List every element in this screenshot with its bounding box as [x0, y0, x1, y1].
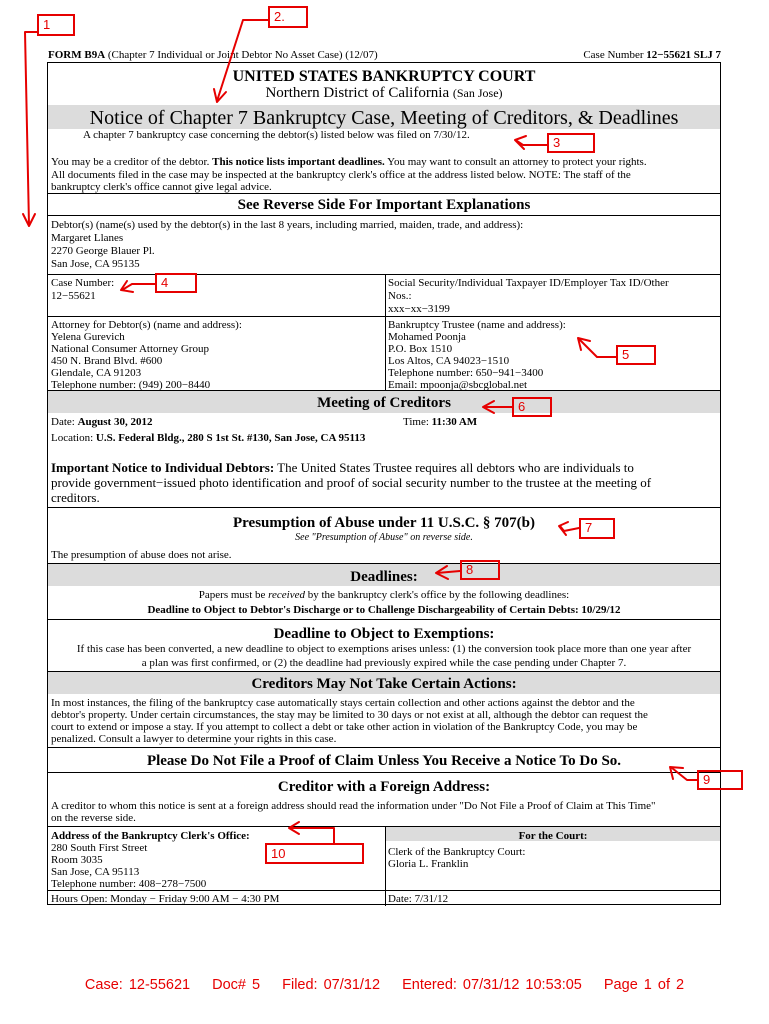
- meeting-time-label: Time:: [403, 416, 429, 428]
- meeting-date-label: Date:: [51, 416, 75, 428]
- actions-line: In most instances, the filing of the bankruptcy case automatically stays certain collection and other actions against the debtor and the: [51, 697, 635, 709]
- for-court-line-1: Clerk of the Bankruptcy Court:: [388, 846, 526, 858]
- form-id: FORM B9A: [48, 49, 106, 61]
- foreign-heading: Creditor with a Foreign Address:: [277, 779, 491, 795]
- footer-filed: Filed: 07/31/12: [282, 977, 381, 993]
- attorney-line: 450 N. Brand Blvd. #600: [51, 355, 163, 367]
- debtor-street: 2270 George Blauer Pl.: [51, 245, 155, 257]
- footer-entered: Entered: 07/31/12 10:53:05: [402, 977, 582, 993]
- form-description: (Chapter 7 Individual or Joint Debtor No Asset Case) (12/07): [107, 49, 378, 61]
- meeting-time: [403, 416, 477, 429]
- trustee-label: Bankruptcy Trustee (name and address):: [388, 319, 566, 331]
- attorney-line: Telephone number: (949) 200−8440: [51, 379, 211, 391]
- exemptions-text-2: a plan was first confirmed, or (2) the deadline had previously expired while the case pending under Chapter 7.: [141, 657, 627, 669]
- annotation-box-8: [460, 560, 500, 580]
- important-line-1: [51, 461, 634, 475]
- trustee-line: Mohamed Poonja: [388, 331, 466, 343]
- actions-line: court to extend or impose a stay. If you attempt to collect a debt or take other action in violation of the Bankruptcy Code, you may be: [51, 721, 638, 733]
- clerk-office-line: Telephone number: 408−278−7500: [51, 878, 207, 890]
- ssn-label-2: Nos.:: [388, 290, 412, 302]
- attorney-line: Yelena Gurevich: [51, 331, 125, 343]
- meeting-location: [51, 432, 365, 445]
- papers-a: Papers must be: [198, 589, 269, 601]
- annotation-box-2: [268, 6, 308, 28]
- annotation-label: 1: [43, 17, 51, 32]
- annotation-box-7: [579, 518, 615, 539]
- form-id-line: [48, 49, 378, 62]
- court-division: (San Jose): [452, 86, 503, 100]
- trustee-line: Email: mpoonja@sbcglobal.net: [388, 379, 528, 391]
- annotation-label: 5: [622, 347, 630, 362]
- notice-title: Notice of Chapter 7 Bankruptcy Case, Meeting of Creditors, & Deadlines: [89, 107, 679, 129]
- debtor-city: San Jose, CA 95135: [51, 258, 140, 270]
- filed-line: A chapter 7 bankruptcy case concerning the debtor(s) listed below was filed on 7/30/12.: [83, 129, 470, 141]
- clerk-office-line: Room 3035: [51, 854, 103, 866]
- attorney-line: National Consumer Attorney Group: [51, 343, 209, 355]
- annotation-label: 6: [518, 399, 526, 414]
- for-court-line-2: Gloria L. Franklin: [388, 858, 469, 870]
- reverse-side-heading: See Reverse Side For Important Explanations: [237, 197, 531, 213]
- annotation-label: 2.: [274, 9, 285, 24]
- foreign-text-2: on the reverse side.: [51, 812, 136, 824]
- intro-1c: You may want to consult an attorney to protect your rights.: [384, 156, 647, 168]
- intro-1b: This notice lists important deadlines.: [212, 156, 385, 168]
- meeting-time-value: 11:30 AM: [431, 416, 478, 428]
- case-number-label: Case Number: [583, 49, 644, 61]
- annotation-box-5: [616, 345, 656, 365]
- proof-of-claim-heading: Please Do Not File a Proof of Claim Unless You Receive a Notice To Do So.: [146, 753, 622, 769]
- attorney-label: Attorney for Debtor(s) (name and address):: [51, 319, 242, 331]
- actions-line: penalized. Consult a lawyer to determine your rights in this case.: [51, 733, 337, 745]
- filing-footer: [0, 977, 769, 993]
- presumption-text: The presumption of abuse does not arise.: [51, 549, 232, 561]
- footer-page: Page 1 of 2: [603, 977, 685, 993]
- annotation-box-10: [265, 843, 364, 864]
- papers-b: received: [268, 589, 305, 601]
- presumption-see: See "Presumption of Abuse" on reverse side.: [295, 532, 473, 543]
- annotation-box-4: [155, 273, 197, 293]
- case-box-label: Case Number:: [51, 277, 115, 289]
- meeting-date: [51, 416, 152, 429]
- annotation-box-9: [697, 770, 743, 790]
- arrow-1-head: [23, 214, 35, 226]
- annotation-box-6: [512, 397, 552, 417]
- court-district: Northern District of California: [265, 85, 450, 101]
- trustee-line: Los Altos, CA 94023−1510: [388, 355, 510, 367]
- debtor-name: Margaret Llanes: [51, 232, 124, 244]
- deadlines-heading: Deadlines:: [350, 569, 418, 585]
- meeting-location-label: Location:: [51, 432, 94, 444]
- important-line-3: creditors.: [51, 490, 100, 505]
- important-line-2: provide government−issued photo identification and proof of social security number to the trustee at the meeting of: [51, 475, 652, 490]
- case-number-value: 12−55621 SLJ 7: [646, 49, 721, 61]
- annotation-label: 7: [585, 520, 593, 535]
- intro-line-1: [51, 156, 647, 169]
- notice-form: [47, 62, 721, 905]
- clerk-hours: Hours Open: Monday − Friday 9:00 AM − 4:30 PM: [51, 893, 280, 905]
- important-label: Important Notice to Individual Debtors:: [51, 460, 275, 475]
- ssn-value: xxx−xx−3199: [388, 303, 450, 315]
- annotation-label: 3: [553, 135, 561, 150]
- intro-line-3: bankruptcy clerk's office cannot give legal advice.: [51, 181, 272, 193]
- important-text-1: The United States Trustee requires all debtors who are individuals to: [274, 460, 634, 475]
- discharge-deadline: Deadline to Object to Debtor's Discharge or to Challenge Dischargeability of Certain Debts: 10/29/12: [147, 604, 621, 616]
- papers-c: by the bankruptcy clerk's office by the following deadlines:: [305, 589, 570, 601]
- presumption-heading: Presumption of Abuse under 11 U.S.C. § 707(b): [233, 515, 535, 531]
- meeting-location-value: U.S. Federal Bldg., 280 S 1st St. #130, San Jose, CA 95113: [95, 432, 366, 444]
- meeting-heading: Meeting of Creditors: [317, 395, 451, 411]
- foreign-text-1: A creditor to whom this notice is sent at a foreign address should read the information under "Do Not File a Proof of Claim at This Time": [51, 800, 656, 812]
- court-district-line: [48, 85, 720, 102]
- annotation-label: 4: [161, 275, 169, 290]
- meeting-date-value: August 30, 2012: [77, 416, 153, 428]
- annotation-box-1: [37, 14, 75, 36]
- annotation-box-3: [547, 133, 595, 153]
- exemptions-text-1: If this case has been converted, a new deadline to object to exemptions arises unless: (1) the conversion took place more than one year after: [76, 643, 692, 655]
- annotation-label: 9: [703, 772, 711, 787]
- footer-doc: Doc# 5: [212, 977, 261, 993]
- ssn-label-1: Social Security/Individual Taxpayer ID/Employer Tax ID/Other: [388, 277, 669, 289]
- for-court-date: Date: 7/31/12: [388, 893, 449, 905]
- trustee-line: Telephone number: 650−941−3400: [388, 367, 544, 379]
- clerk-office-label: Address of the Bankruptcy Clerk's Office:: [51, 830, 250, 842]
- debtor-label: Debtor(s) (name(s) used by the debtor(s) in the last 8 years, including married, maiden, trade, and address):: [51, 219, 524, 231]
- clerk-office-line: San Jose, CA 95113: [51, 866, 140, 878]
- annotation-label: 8: [466, 562, 474, 577]
- clerk-office-line: 280 South First Street: [51, 842, 148, 854]
- header-case-number: [583, 49, 721, 62]
- deadlines-papers: [48, 589, 720, 602]
- intro-1a: You may be a creditor of the debtor.: [51, 156, 213, 168]
- court-name: UNITED STATES BANKRUPTCY COURT: [232, 68, 536, 85]
- for-court-label: For the Court:: [518, 830, 588, 842]
- footer-case: Case: 12-55621: [84, 977, 191, 993]
- actions-line: debtor's property. Under certain circumstances, the stay may be limited to 30 days or not exist at all, although the debtor can request the: [51, 709, 648, 721]
- case-box-value: 12−55621: [51, 290, 96, 302]
- arrow-1: [25, 32, 37, 225]
- trustee-line: P.O. Box 1510: [388, 343, 453, 355]
- attorney-line: Glendale, CA 91203: [51, 367, 142, 379]
- annotation-label: 10: [271, 846, 286, 861]
- intro-line-2: All documents filed in the case may be inspected at the bankruptcy clerk's office at the address listed below. NOTE: The staff of the: [51, 169, 631, 181]
- exemptions-heading: Deadline to Object to Exemptions:: [273, 626, 495, 642]
- actions-heading: Creditors May Not Take Certain Actions:: [251, 676, 517, 692]
